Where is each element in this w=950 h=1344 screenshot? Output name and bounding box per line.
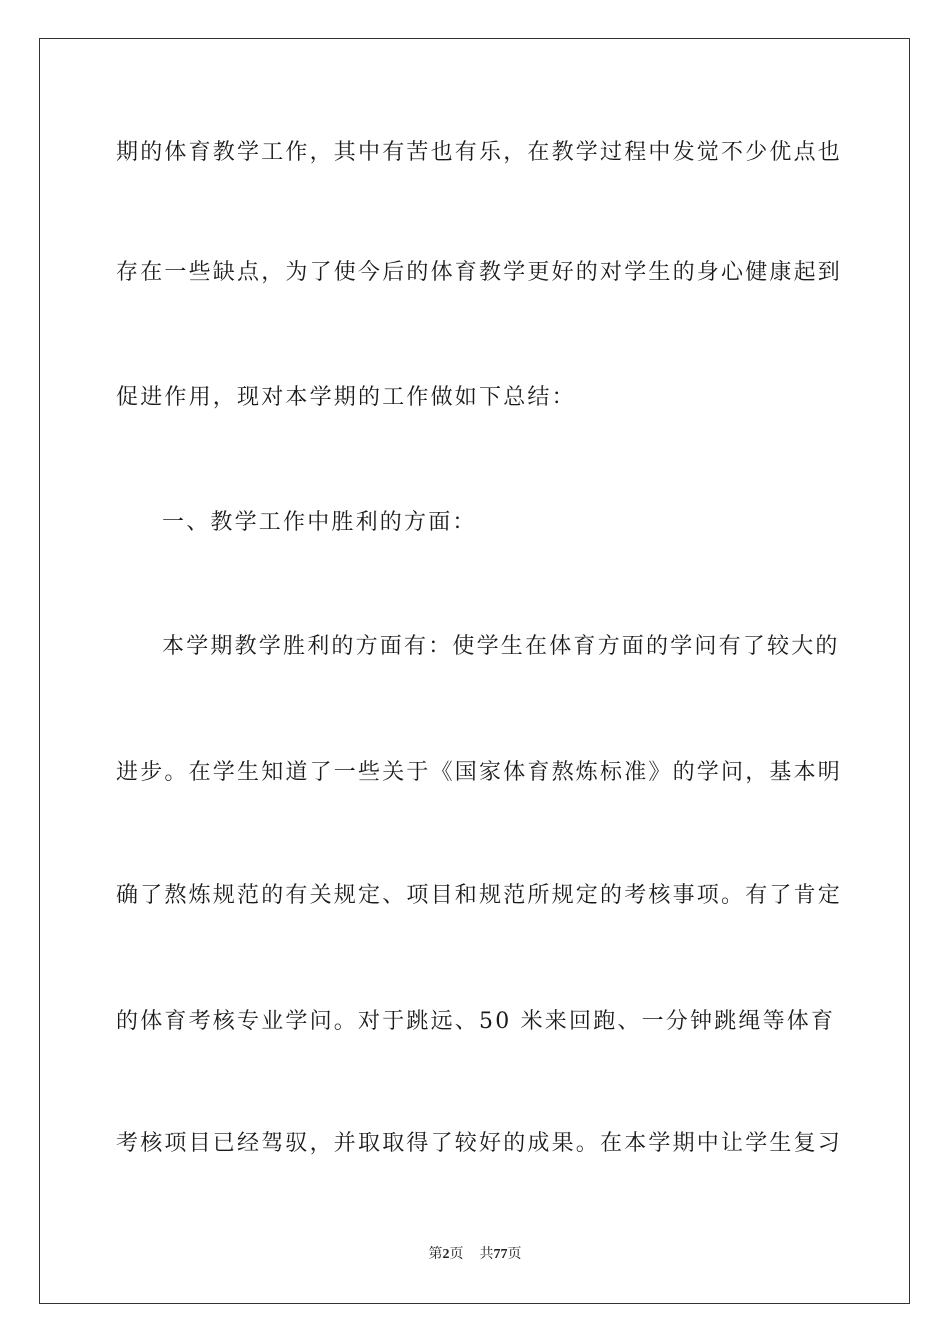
page-prefix: 第 [428,1247,443,1262]
text-line-3: 促进作用，现对本学期的工作做如下总结： [116,385,576,410]
page-frame [39,38,910,1304]
page-footer [0,1246,950,1264]
section-heading: 一、教学工作中胜利的方面： [162,510,477,535]
text-line-8: 的体育考核专业学问。对于跳远、50 米来回跑、一分钟跳绳等体育 [116,1009,836,1034]
page-number: 2 [442,1247,450,1262]
text-line-6: 进步。在学生知道了一些关于《国家体育熬炼标准》的学问，基本明 [116,760,843,785]
page-suffix: 页 [449,1247,464,1262]
total-suffix: 页 [507,1247,522,1262]
total-pages: 77 [493,1247,508,1262]
text-line-7: 确了熬炼规范的有关规定、项目和规范所规定的考核事项。有了肯定 [116,883,843,908]
text-line-5: 本学期教学胜利的方面有：使学生在体育方面的学问有了较大的 [162,634,840,659]
text-line-9: 考核项目已经驾驭，并取取得了较好的成果。在本学期中让学生复习 [116,1131,843,1156]
total-prefix: 共 [479,1247,494,1262]
text-line-1: 期的体育教学工作，其中有苦也有乐，在教学过程中发觉不少优点也 [116,140,843,165]
text-line-2: 存在一些缺点，为了使今后的体育教学更好的对学生的身心健康起到 [116,260,843,285]
